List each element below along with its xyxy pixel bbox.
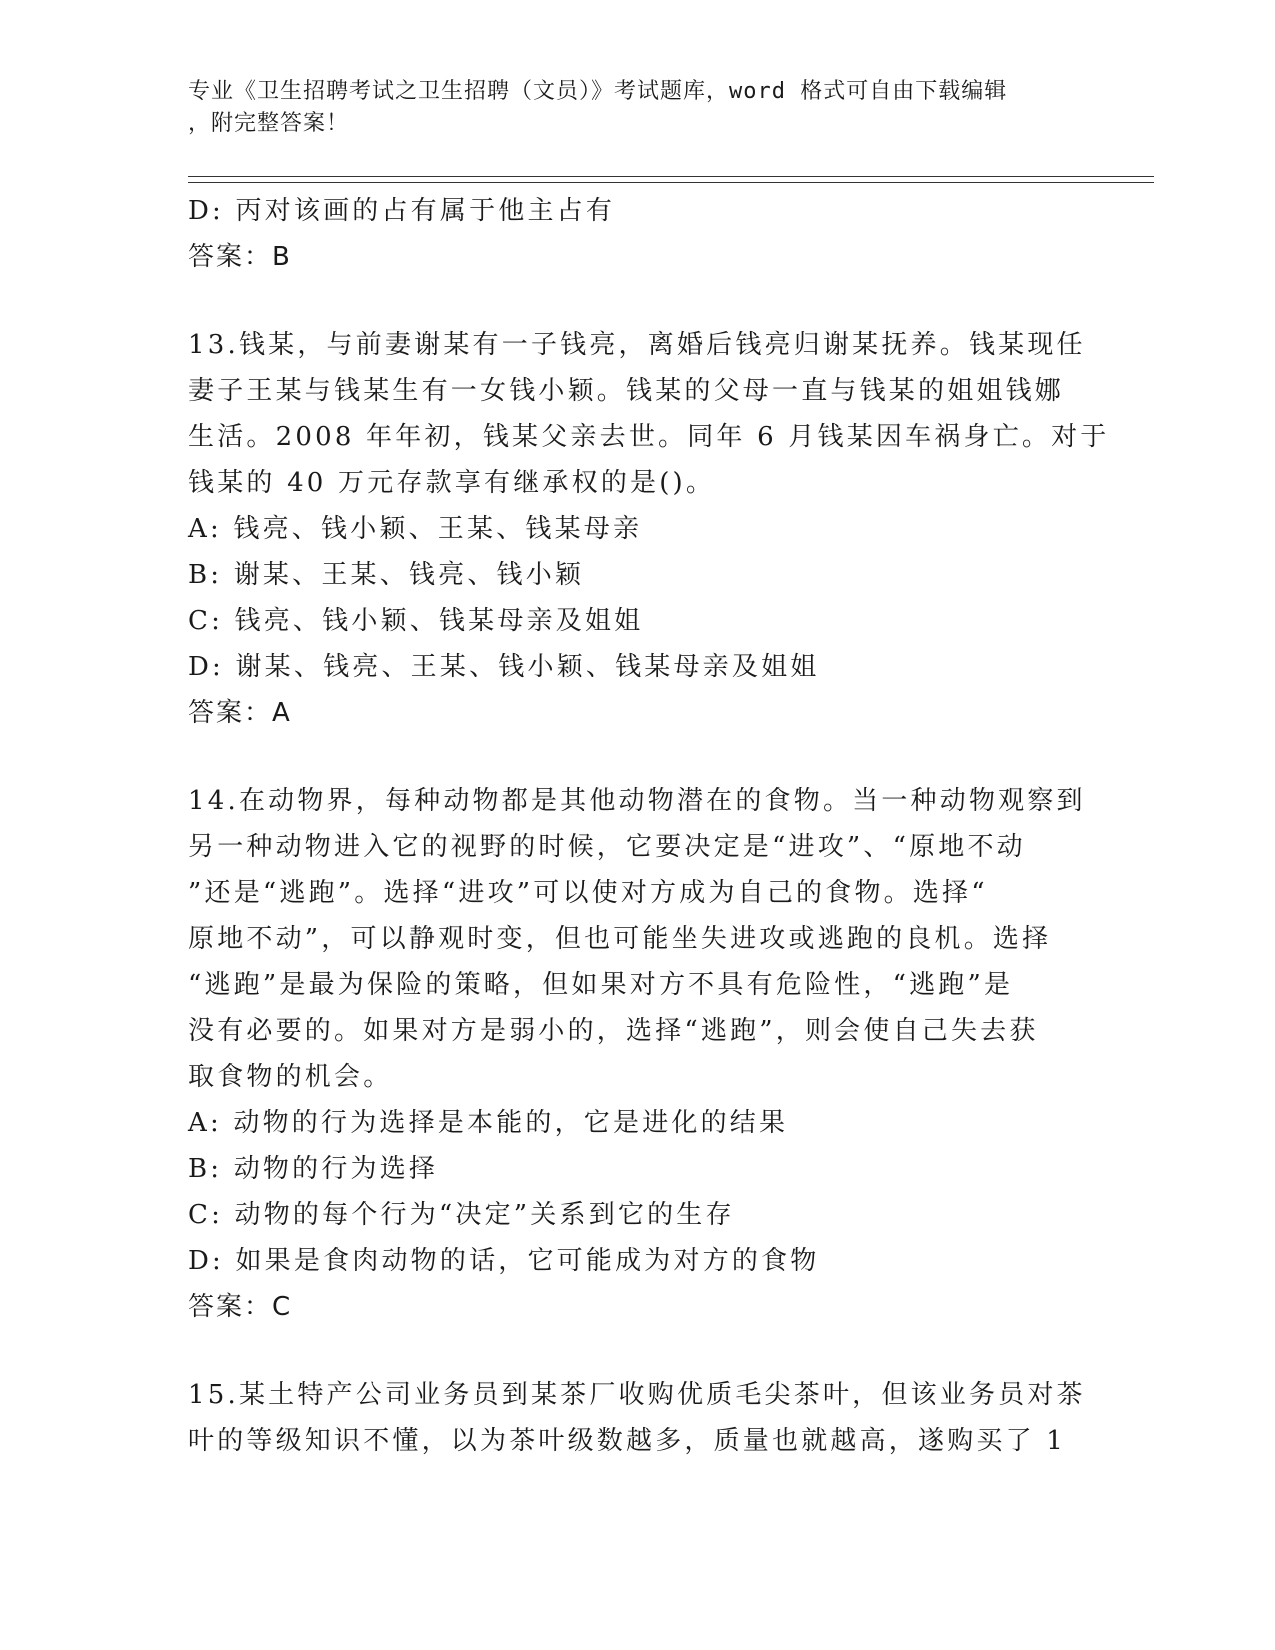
question-text-line: 另一种动物进入它的视野的时候，它要决定是“进攻”、“原地不动 bbox=[188, 832, 1026, 862]
header-rule-bottom bbox=[188, 182, 1154, 183]
question-text-line: 没有必要的。如果对方是弱小的，选择“逃跑”，则会使自己失去获 bbox=[188, 1016, 1039, 1046]
question-text-line: 钱某的 40 万元存款享有继承权的是()。 bbox=[188, 468, 716, 498]
question-text-line: 妻子王某与钱某生有一女钱小颖。钱某的父母一直与钱某的姐姐钱娜 bbox=[188, 376, 1065, 406]
header-rule-top bbox=[188, 176, 1154, 177]
answer-line: 答案：B bbox=[188, 242, 292, 272]
question-text-line: 原地不动”，可以静观时变，但也可能坐失进攻或逃跑的良机。选择 bbox=[188, 924, 1052, 954]
page-header bbox=[188, 76, 1078, 140]
question-text-line: 15.某土特产公司业务员到某茶厂收购优质毛尖茶叶，但该业务员对茶 bbox=[188, 1380, 1086, 1410]
option-d: D: 谢某、钱亮、王某、钱小颖、钱某母亲及姐姐 bbox=[188, 652, 820, 682]
option-a: A: 动物的行为选择是本能的，它是进化的结果 bbox=[188, 1108, 789, 1138]
question-text-line: “逃跑”是最为保险的策略，但如果对方不具有危险性，“逃跑”是 bbox=[188, 970, 1014, 1000]
question-text-line: 取食物的机会。 bbox=[188, 1062, 393, 1092]
question-text-line: 14.在动物界，每种动物都是其他动物潜在的食物。当一种动物观察到 bbox=[188, 786, 1086, 816]
question-text-line: 13.钱某，与前妻谢某有一子钱亮，离婚后钱亮归谢某抚养。钱某现任 bbox=[188, 330, 1086, 360]
question-13 bbox=[188, 322, 1110, 736]
option-d: D: 如果是食肉动物的话，它可能成为对方的食物 bbox=[188, 1246, 820, 1276]
option-c: C: 动物的每个行为“决定”关系到它的生存 bbox=[188, 1200, 735, 1230]
header-line-2: ，附完整答案！ bbox=[188, 111, 350, 136]
option-b: B: 动物的行为选择 bbox=[188, 1154, 439, 1184]
header-line-1: 专业《卫生招聘考试之卫生招聘（文员）》考试题库，word 格式可自由下载编辑 bbox=[188, 79, 1008, 104]
question-text-line: 叶的等级知识不懂，以为茶叶级数越多，质量也就越高，遂购买了 1 bbox=[188, 1426, 1067, 1456]
question-text-line: 生活。2008 年年初，钱某父亲去世。同年 6 月钱某因车祸身亡。对于 bbox=[188, 422, 1110, 452]
question-text-line: ”还是“逃跑”。选择“进攻”可以使对方成为自己的食物。选择“ bbox=[188, 878, 988, 908]
option-c: C: 钱亮、钱小颖、钱某母亲及姐姐 bbox=[188, 606, 644, 636]
question-15 bbox=[188, 1372, 1088, 1464]
answer-line: 答案：C bbox=[188, 1292, 293, 1322]
document-body bbox=[188, 188, 1110, 1464]
answer-line: 答案：A bbox=[188, 698, 292, 728]
question-14 bbox=[188, 778, 1088, 1330]
option-d: D: 丙对该画的占有属于他主占有 bbox=[188, 196, 616, 226]
option-a: A: 钱亮、钱小颖、王某、钱某母亲 bbox=[188, 514, 643, 544]
option-b: B: 谢某、王某、钱亮、钱小颖 bbox=[188, 560, 585, 590]
